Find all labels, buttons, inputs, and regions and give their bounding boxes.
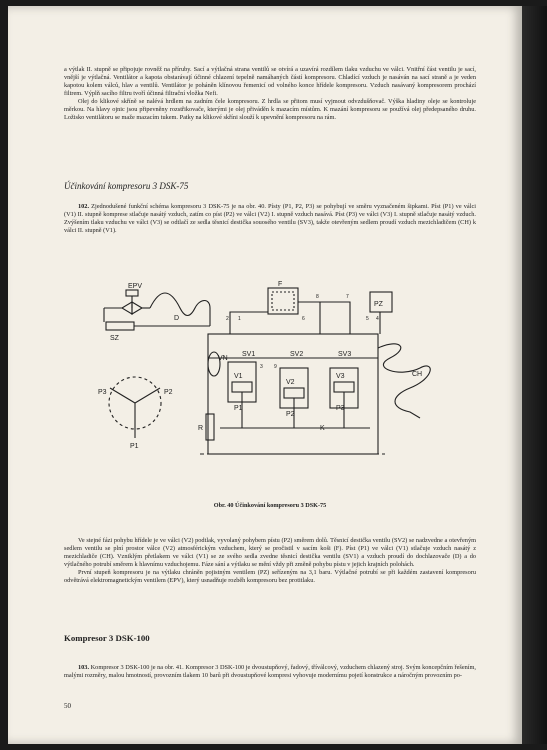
label-pz: PZ	[374, 301, 383, 308]
page-number: 50	[64, 702, 71, 710]
label-p2-rotation: P2	[164, 389, 173, 396]
intercooler-ch	[378, 344, 430, 418]
paragraph-intro-text: a výtlak II. stupně se připojuje rovněž na příruby. Sací a výtlačná strana ventilů se otvírá a uzavírá rozdílem tlaku vzduchu ve válci. Vnitřní část ventilu je sací, vnější je výtlačná. Ventilátor a kapota obstarávají účinné chlazení tepelně namáhaných částí kompresoru. Chladící vzduch je nasáván na sací straně a je veden kapotou kolem válců, hlav a ventilů. Ventilátor je poháněn klínovou řemenicí od volného konce hřídele kompresoru. Vzduch nasávaný kompresorem prochází filtrem. Výplň sacího filtru tvoří účinná filtrační vložka Nefi.	[64, 66, 476, 98]
label-p3-rotation: P3	[98, 389, 107, 396]
label-n4: 4	[376, 316, 379, 322]
cooler-d-pipe	[150, 293, 210, 326]
epv-solenoid	[126, 290, 138, 296]
section-heading-function: Účinkování kompresoru 3 DSK-75	[64, 181, 189, 191]
label-p3: P3	[336, 405, 345, 412]
label-k: K	[320, 425, 325, 432]
label-n6: 6	[302, 316, 305, 322]
label-f: F	[278, 281, 283, 288]
label-n3: 3	[260, 364, 263, 370]
label-n2: 2	[226, 316, 229, 322]
page-edge-shadow	[522, 6, 547, 744]
figure-caption: Obr. 40 Účinkování kompresoru 3 DSK-75	[213, 502, 327, 509]
label-n5: 5	[366, 316, 369, 322]
label-v2: V2	[286, 379, 295, 386]
label-v3: V3	[336, 373, 345, 380]
label-sv3: SV3	[338, 351, 352, 358]
sz-valve	[106, 322, 134, 330]
label-p1-rotation: P1	[130, 443, 139, 450]
label-sv2: SV2	[290, 351, 304, 358]
paragraph-phase-block	[64, 537, 476, 585]
epv-valve-shape	[122, 302, 132, 314]
piston-p1	[232, 382, 252, 392]
paragraph-102-body: Písty (P1, P2, P3) se pohybují ve směru vyznačeném šipkami. Píst (P1) ve válci (V1) II. stupně komprese stlačuje nasátý vzduch, zatím co píst (P2) ve válci (V2) I. stupně vzduch nasává. Píst (P3) ve válci (V3) I. stupně stlačuje nasátý vzduch. Zvýšením tlaku vzduchu ve válci (V3) se odtlačí ze sedla těsnicí destička souosého ventilu (SV3), takže otevřeným sedlem proudí vzduch mezichladičem (CH) k válci II. stupně (V1).	[64, 203, 476, 235]
label-epv: EPV	[128, 283, 143, 290]
paragraph-intro	[64, 66, 476, 122]
label-n9: 9	[274, 364, 277, 370]
paragraph-102-number: 102.	[78, 203, 90, 210]
label-v1: V1	[234, 373, 243, 380]
paragraph-103-text: Kompresor 3 DSK-100 je na obr. 41. Kompresor 3 DSK-100 je dvoustupňový, řadový, tříválcový, vzduchem chlazený stroj. Svým koncepčním řešením, malými rozměry, malou hmotností, provozním tlakem 10 barů při dvoustupňové kompresi vyhovuje modernímu pojetí konstrukce a náročným provozním po-	[64, 664, 476, 680]
label-n1: 1	[238, 316, 241, 322]
paragraph-safety: První stupeň kompresoru je na výtlaku chráněn pojistným ventilem (PZ) seřízeným na 3,1 baru. Výtlačné potrubí se při každém zastavení kompresoru odvětrává elektromagnetickým ventilem (EPV), který usnadňuje rozběh kompresoru bez protitlaku.	[64, 569, 476, 585]
piston-p3	[334, 382, 354, 392]
paragraph-103-number: 103.	[78, 664, 90, 671]
pulley-r	[206, 414, 214, 440]
section-heading-3dsk100: Kompresor 3 DSK-100	[64, 633, 150, 643]
label-p1: P1	[234, 405, 243, 412]
paragraph-oil: Olej do klikové skříně se nalévá hrdlem na zadním čele kompresoru. Z hrdla se přitom musí vyjmout odvzdušňovač. Výška hladiny oleje se kontroluje měrkou. Na hlavy ojnic jsou připevněny rozstřikovače, kterými je olej přiváděn k mazacím místům. K mazání kompresoru se používá olej předepsaného druhu. Ložisko ventilátoru se maže mazacím tukem. Patky na klikové skříni slouží k upevnění kompresoru na rám.	[64, 98, 476, 122]
label-p2: P2	[286, 411, 295, 418]
piston-p2	[284, 388, 304, 398]
paragraph-103	[64, 664, 476, 680]
compressor-schematic-figure	[90, 278, 460, 493]
label-ch: CH	[412, 371, 423, 378]
paragraph-102-lead: Zjednodušené funkční schéma kompresoru 3 DSK-75 je na obr. 40.	[91, 203, 266, 210]
label-vn: VN	[218, 355, 228, 362]
epv-valve-shape-2	[132, 302, 142, 314]
paragraph-102	[64, 203, 476, 235]
label-n8: 8	[316, 294, 319, 300]
label-n7: 7	[346, 294, 349, 300]
label-sv1: SV1	[242, 351, 256, 358]
label-d: D	[174, 315, 180, 322]
label-sz: SZ	[110, 335, 119, 342]
paragraph-phase: Ve stejné fázi pohybu hřídele je ve válci (V2) podtlak, vyvolaný pohybem pístu (P2) směrem dolů. Těsnicí destička ventilu (SV2) se nadzvedne a otevřeným sedlem ventilu se plní prostor válce (V2) atmosférickým vzduchem, který se pročistil v sacím koši (F). Píst (P1) ve válci (V1) stlačuje vzduch nasátý z mezichladiče (CH). Vzniklým přetlakem ve válci (V1) se ze svého sedla zvedne těsnicí destička ventilu (SV1) a vzduch proudí do dochlazovače (D) a do výtlačného potrubí směrem k hlavnímu vzduchojemu. Fáze sání a výtlaku se mění vždy při změně pohybu pístu v jejich krajních polohách.	[64, 537, 476, 569]
label-r: R	[198, 425, 204, 432]
